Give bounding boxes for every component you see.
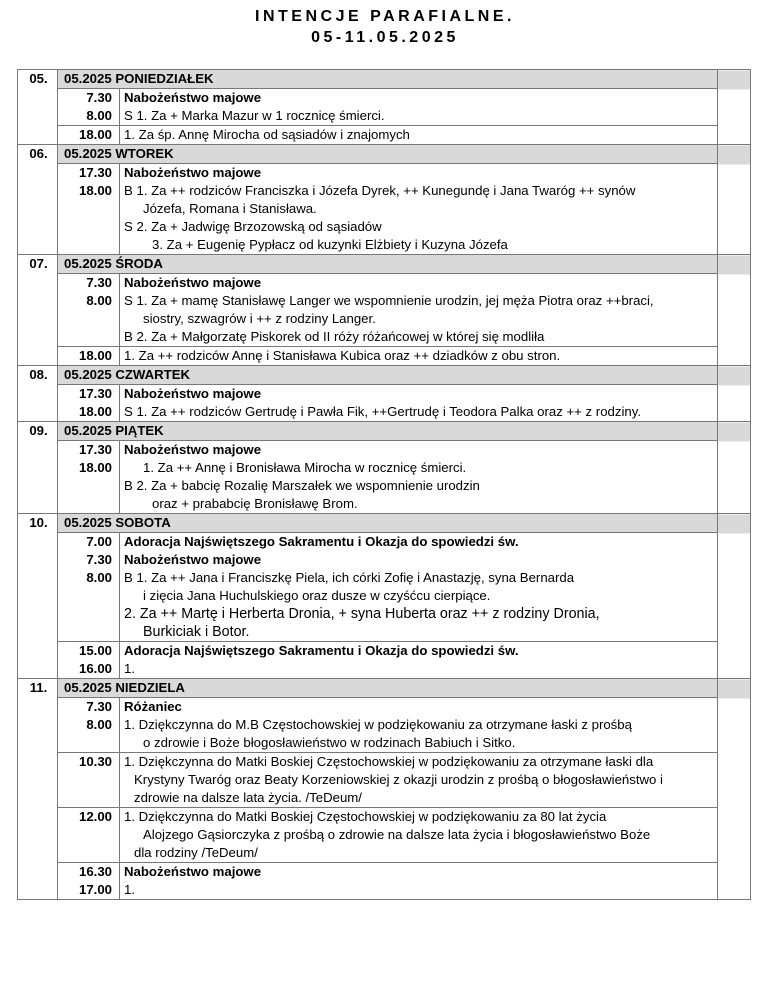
mass-block-row: [18, 808, 751, 863]
day-header-end: [718, 70, 751, 145]
mass-time: 18.00: [78, 127, 112, 142]
mass-block-row: [18, 863, 751, 900]
mass-times: [58, 274, 120, 347]
mass-times: [58, 642, 120, 679]
mass-time: 18.00: [78, 348, 112, 363]
intention-text: [120, 274, 718, 347]
intention-line: 3. Za + Eugenię Pypłacz od kuzynki Elżbiety i Kuzyna Józefa: [152, 237, 508, 252]
day-header-row: [18, 70, 751, 89]
day-header: 05.2025 PIĄTEK: [58, 422, 718, 441]
mass-time: 17.30: [78, 442, 112, 457]
intention-line: zdrowie na dalsze lata życia. /TeDeum/: [134, 790, 362, 805]
day-header: 05.2025 CZWARTEK: [58, 366, 718, 385]
mass-block-row: [18, 753, 751, 808]
intention-line: siostry, szwagrów i ++ z rodziny Langer.: [143, 311, 376, 326]
intention-line: S 1. Za + Marka Mazur w 1 rocznicę śmierci.: [124, 108, 385, 123]
day-number: 10.: [18, 514, 58, 679]
mass-block-row: [18, 274, 751, 347]
intention-line: 1.: [124, 882, 135, 897]
mass-time: 17.00: [78, 882, 112, 897]
intention-line: B 2. Za + Małgorzatę Piskorek od II róży różańcowej w której się modliła: [124, 329, 545, 344]
mass-times: [58, 126, 120, 145]
mass-times: [58, 89, 120, 126]
day-number: 08.: [18, 366, 58, 422]
intention-text: [120, 385, 718, 422]
mass-time: 8.00: [86, 108, 112, 123]
intention-line: 1.: [124, 661, 135, 676]
intention-line: B 1. Za ++ Jana i Franciszkę Piela, ich córki Zofię i Anastazję, syna Bernarda: [124, 570, 575, 585]
day-header-row: [18, 255, 751, 274]
intention-text: [120, 808, 718, 863]
day-header: 05.2025 PONIEDZIAŁEK: [58, 70, 718, 89]
mass-times: [58, 385, 120, 422]
day-header-end: [718, 145, 751, 255]
mass-times: [58, 753, 120, 808]
mass-time: 7.30: [86, 552, 112, 567]
day-number: 06.: [18, 145, 58, 255]
mass-time: 8.00: [86, 293, 112, 308]
day-header-end: [718, 422, 751, 514]
intention-text: [120, 698, 718, 753]
intention-line: 1. Dziękczynna do Matki Boskiej Częstochowskiej w podziękowaniu za 80 lat życia: [124, 809, 607, 824]
intention-line: Nabożeństwo majowe: [124, 552, 262, 567]
intention-line: Nabożeństwo majowe: [124, 442, 262, 457]
day-header-row: [18, 514, 751, 533]
intention-line: S 1. Za + mamę Stanisławę Langer we wspomnienie urodzin, jej męża Piotra oraz ++braci,: [124, 293, 654, 308]
mass-block-row: [18, 698, 751, 753]
intention-line: Nabożeństwo majowe: [124, 386, 262, 401]
intention-line: Burkiciak i Botor.: [143, 624, 250, 640]
mass-times: [58, 164, 120, 255]
mass-time: 18.00: [78, 460, 112, 475]
day-number: 05.: [18, 70, 58, 145]
day-number: 11.: [18, 679, 58, 900]
day-header: 05.2025 NIEDZIELA: [58, 679, 718, 698]
mass-time: 17.30: [78, 165, 112, 180]
document-date-range: 05-11.05.2025: [311, 29, 459, 46]
intention-line: S 2. Za + Jadwigę Brzozowską od sąsiadów: [124, 219, 382, 234]
mass-block-row: [18, 347, 751, 366]
intention-line: Nabożeństwo majowe: [124, 275, 262, 290]
intention-line: Adoracja Najświętszego Sakramentu i Okazja do spowiedzi św.: [124, 534, 519, 549]
day-number: 09.: [18, 422, 58, 514]
day-header: 05.2025 WTOREK: [58, 145, 718, 164]
mass-time: 15.00: [78, 643, 112, 658]
intention-line: Alojzego Gąsiorczyka z prośbą o zdrowie na dalsze lata życia i błogosławieństwo Boże: [143, 827, 651, 842]
day-header-row: [18, 679, 751, 698]
day-number: 07.: [18, 255, 58, 366]
intention-line: 1. Dziękczynna do Matki Boskiej Częstochowskiej w podziękowaniu za otrzymane łaski dla: [124, 754, 654, 769]
mass-time: 17.30: [78, 386, 112, 401]
intention-line: Adoracja Najświętszego Sakramentu i Okazja do spowiedzi św.: [124, 643, 519, 658]
mass-time: 18.00: [78, 404, 112, 419]
intention-line: 1. Dziękczynna do M.B Częstochowskiej w podziękowaniu za otrzymane łaski z prośbą: [124, 717, 632, 732]
mass-time: 8.00: [86, 717, 112, 732]
day-header-end: [718, 366, 751, 422]
intention-line: 1. Za ++ rodziców Annę i Stanisława Kubica oraz ++ dziadków z obu stron.: [124, 348, 561, 363]
mass-times: [58, 441, 120, 514]
intention-line: B 2. Za + babcię Rozalię Marszałek we wspomnienie urodzin: [124, 478, 480, 493]
mass-block-row: [18, 164, 751, 255]
day-header-end: [718, 679, 751, 900]
intention-text: [120, 441, 718, 514]
day-header-row: [18, 366, 751, 385]
intention-text: [120, 642, 718, 679]
intention-line: dla rodziny /TeDeum/: [134, 845, 258, 860]
mass-time: 18.00: [78, 183, 112, 198]
day-header: 05.2025 ŚRODA: [58, 255, 718, 274]
intention-line: 1. Za ++ Annę i Bronisława Mirocha w rocznicę śmierci.: [143, 460, 467, 475]
intention-line: Nabożeństwo majowe: [124, 90, 262, 105]
mass-times: [58, 698, 120, 753]
day-header-row: [18, 145, 751, 164]
document-title: INTENCJE PARAFIALNE.: [255, 8, 515, 25]
intention-text: [120, 164, 718, 255]
mass-time: 16.30: [78, 864, 112, 879]
intention-line: oraz + prababcię Bronisławę Brom.: [152, 496, 358, 511]
day-header-row: [18, 422, 751, 441]
intention-line: S 1. Za ++ rodziców Gertrudę i Pawła Fik, ++Gertrudę i Teodora Palka oraz ++ z rodziny.: [124, 404, 642, 419]
day-header: 05.2025 SOBOTA: [58, 514, 718, 533]
mass-time: 16.00: [78, 661, 112, 676]
day-header-end: [718, 514, 751, 679]
mass-times: [58, 863, 120, 900]
intention-text: [120, 863, 718, 900]
mass-time: 12.00: [78, 809, 112, 824]
intention-text: [120, 89, 718, 126]
intention-line: B 1. Za ++ rodziców Franciszka i Józefa Dyrek, ++ Kunegundę i Jana Twaróg ++ synów: [124, 183, 636, 198]
mass-block-row: [18, 533, 751, 642]
intention-line: Nabożeństwo majowe: [124, 165, 262, 180]
intention-line: 1. Za śp. Annę Mirocha od sąsiadów i znajomych: [124, 127, 410, 142]
intention-line: o zdrowie i Boże błogosławieństwo w rodzinach Babiuch i Sitko.: [143, 735, 516, 750]
mass-block-row: [18, 642, 751, 679]
mass-times: [58, 533, 120, 642]
mass-times: [58, 347, 120, 366]
intention-text: [120, 533, 718, 642]
mass-block-row: [18, 89, 751, 126]
intention-text: [120, 753, 718, 808]
intention-line: Krystyny Twaróg oraz Beaty Korzeniowskiej z okazji urodzin z prośbą o błogosławieństwo i: [134, 772, 663, 787]
mass-block-row: [18, 126, 751, 145]
intention-text: [120, 126, 718, 145]
intention-line: Nabożeństwo majowe: [124, 864, 262, 879]
mass-time: 7.00: [86, 534, 112, 549]
mass-time: 8.00: [86, 570, 112, 585]
mass-time: 10.30: [78, 754, 112, 769]
mass-times: [58, 808, 120, 863]
intention-line: Różaniec: [124, 699, 182, 714]
mass-block-row: [18, 385, 751, 422]
mass-time: 7.30: [86, 90, 112, 105]
mass-time: 7.30: [86, 699, 112, 714]
mass-time: 7.30: [86, 275, 112, 290]
intention-line: i zięcia Jana Huchulskiego oraz dusze w czyśćcu cierpiące.: [143, 588, 491, 603]
intention-line: 2. Za ++ Martę i Herberta Dronia, + syna Huberta oraz ++ z rodziny Dronia,: [124, 606, 600, 622]
intention-line: Józefa, Romana i Stanisława.: [143, 201, 317, 216]
intention-text: [120, 347, 718, 366]
day-header-end: [718, 255, 751, 366]
intentions-table: [17, 69, 751, 900]
mass-block-row: [18, 441, 751, 514]
